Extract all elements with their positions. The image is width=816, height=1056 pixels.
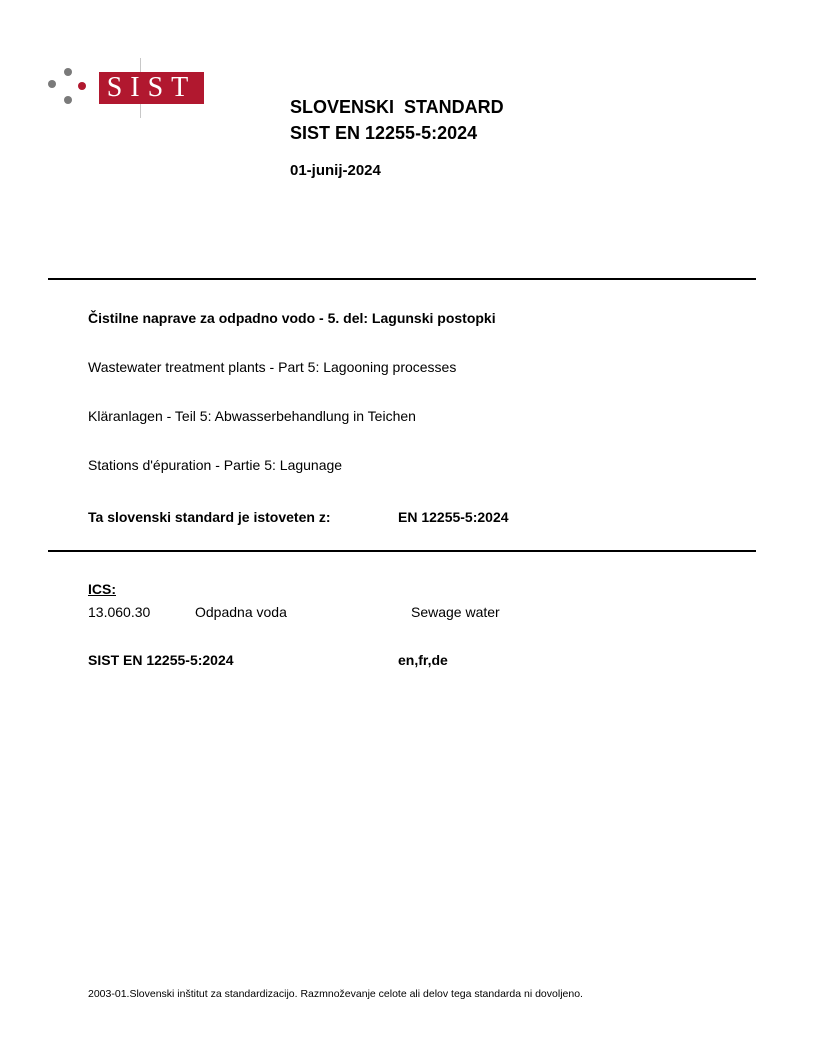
logo-dot-icon (78, 82, 86, 90)
ics-description-en: Sewage water (411, 604, 500, 620)
header-line1: SLOVENSKI STANDARD (290, 97, 504, 117)
ics-label: ICS: (88, 581, 116, 597)
title-fr: Stations d'épuration - Partie 5: Lagunage (88, 457, 343, 473)
standard-reference: SIST EN 12255-5:2024 (88, 652, 234, 668)
identity-value: EN 12255-5:2024 (398, 509, 509, 525)
ics-description-sl: Odpadna voda (195, 604, 287, 620)
logo-dot-icon (64, 96, 72, 104)
copyright-footer: 2003-01.Slovenski inštitut za standardizacijo. Razmnoževanje celote ali delov tega standarda ni dovoljeno. (88, 988, 583, 1000)
logo-wordmark: SIST (99, 72, 204, 104)
standard-header (290, 94, 504, 146)
languages: en,fr,de (398, 652, 448, 668)
title-en: Wastewater treatment plants - Part 5: Lagooning processes (88, 359, 457, 375)
sist-logo (48, 58, 208, 118)
logo-dot-icon (64, 68, 72, 76)
logo-dot-icon (48, 80, 56, 88)
title-de: Kläranlagen - Teil 5: Abwasserbehandlung in Teichen (88, 408, 416, 424)
middle-divider (48, 550, 756, 552)
identity-label: Ta slovenski standard je istoveten z: (88, 509, 331, 525)
ics-code: 13.060.30 (88, 604, 151, 620)
publication-date: 01-junij-2024 (290, 162, 381, 179)
top-divider (48, 278, 756, 280)
title-sl: Čistilne naprave za odpadno vodo - 5. del: Lagunski postopki (88, 310, 496, 326)
header-line2: SIST EN 12255-5:2024 (290, 123, 478, 143)
